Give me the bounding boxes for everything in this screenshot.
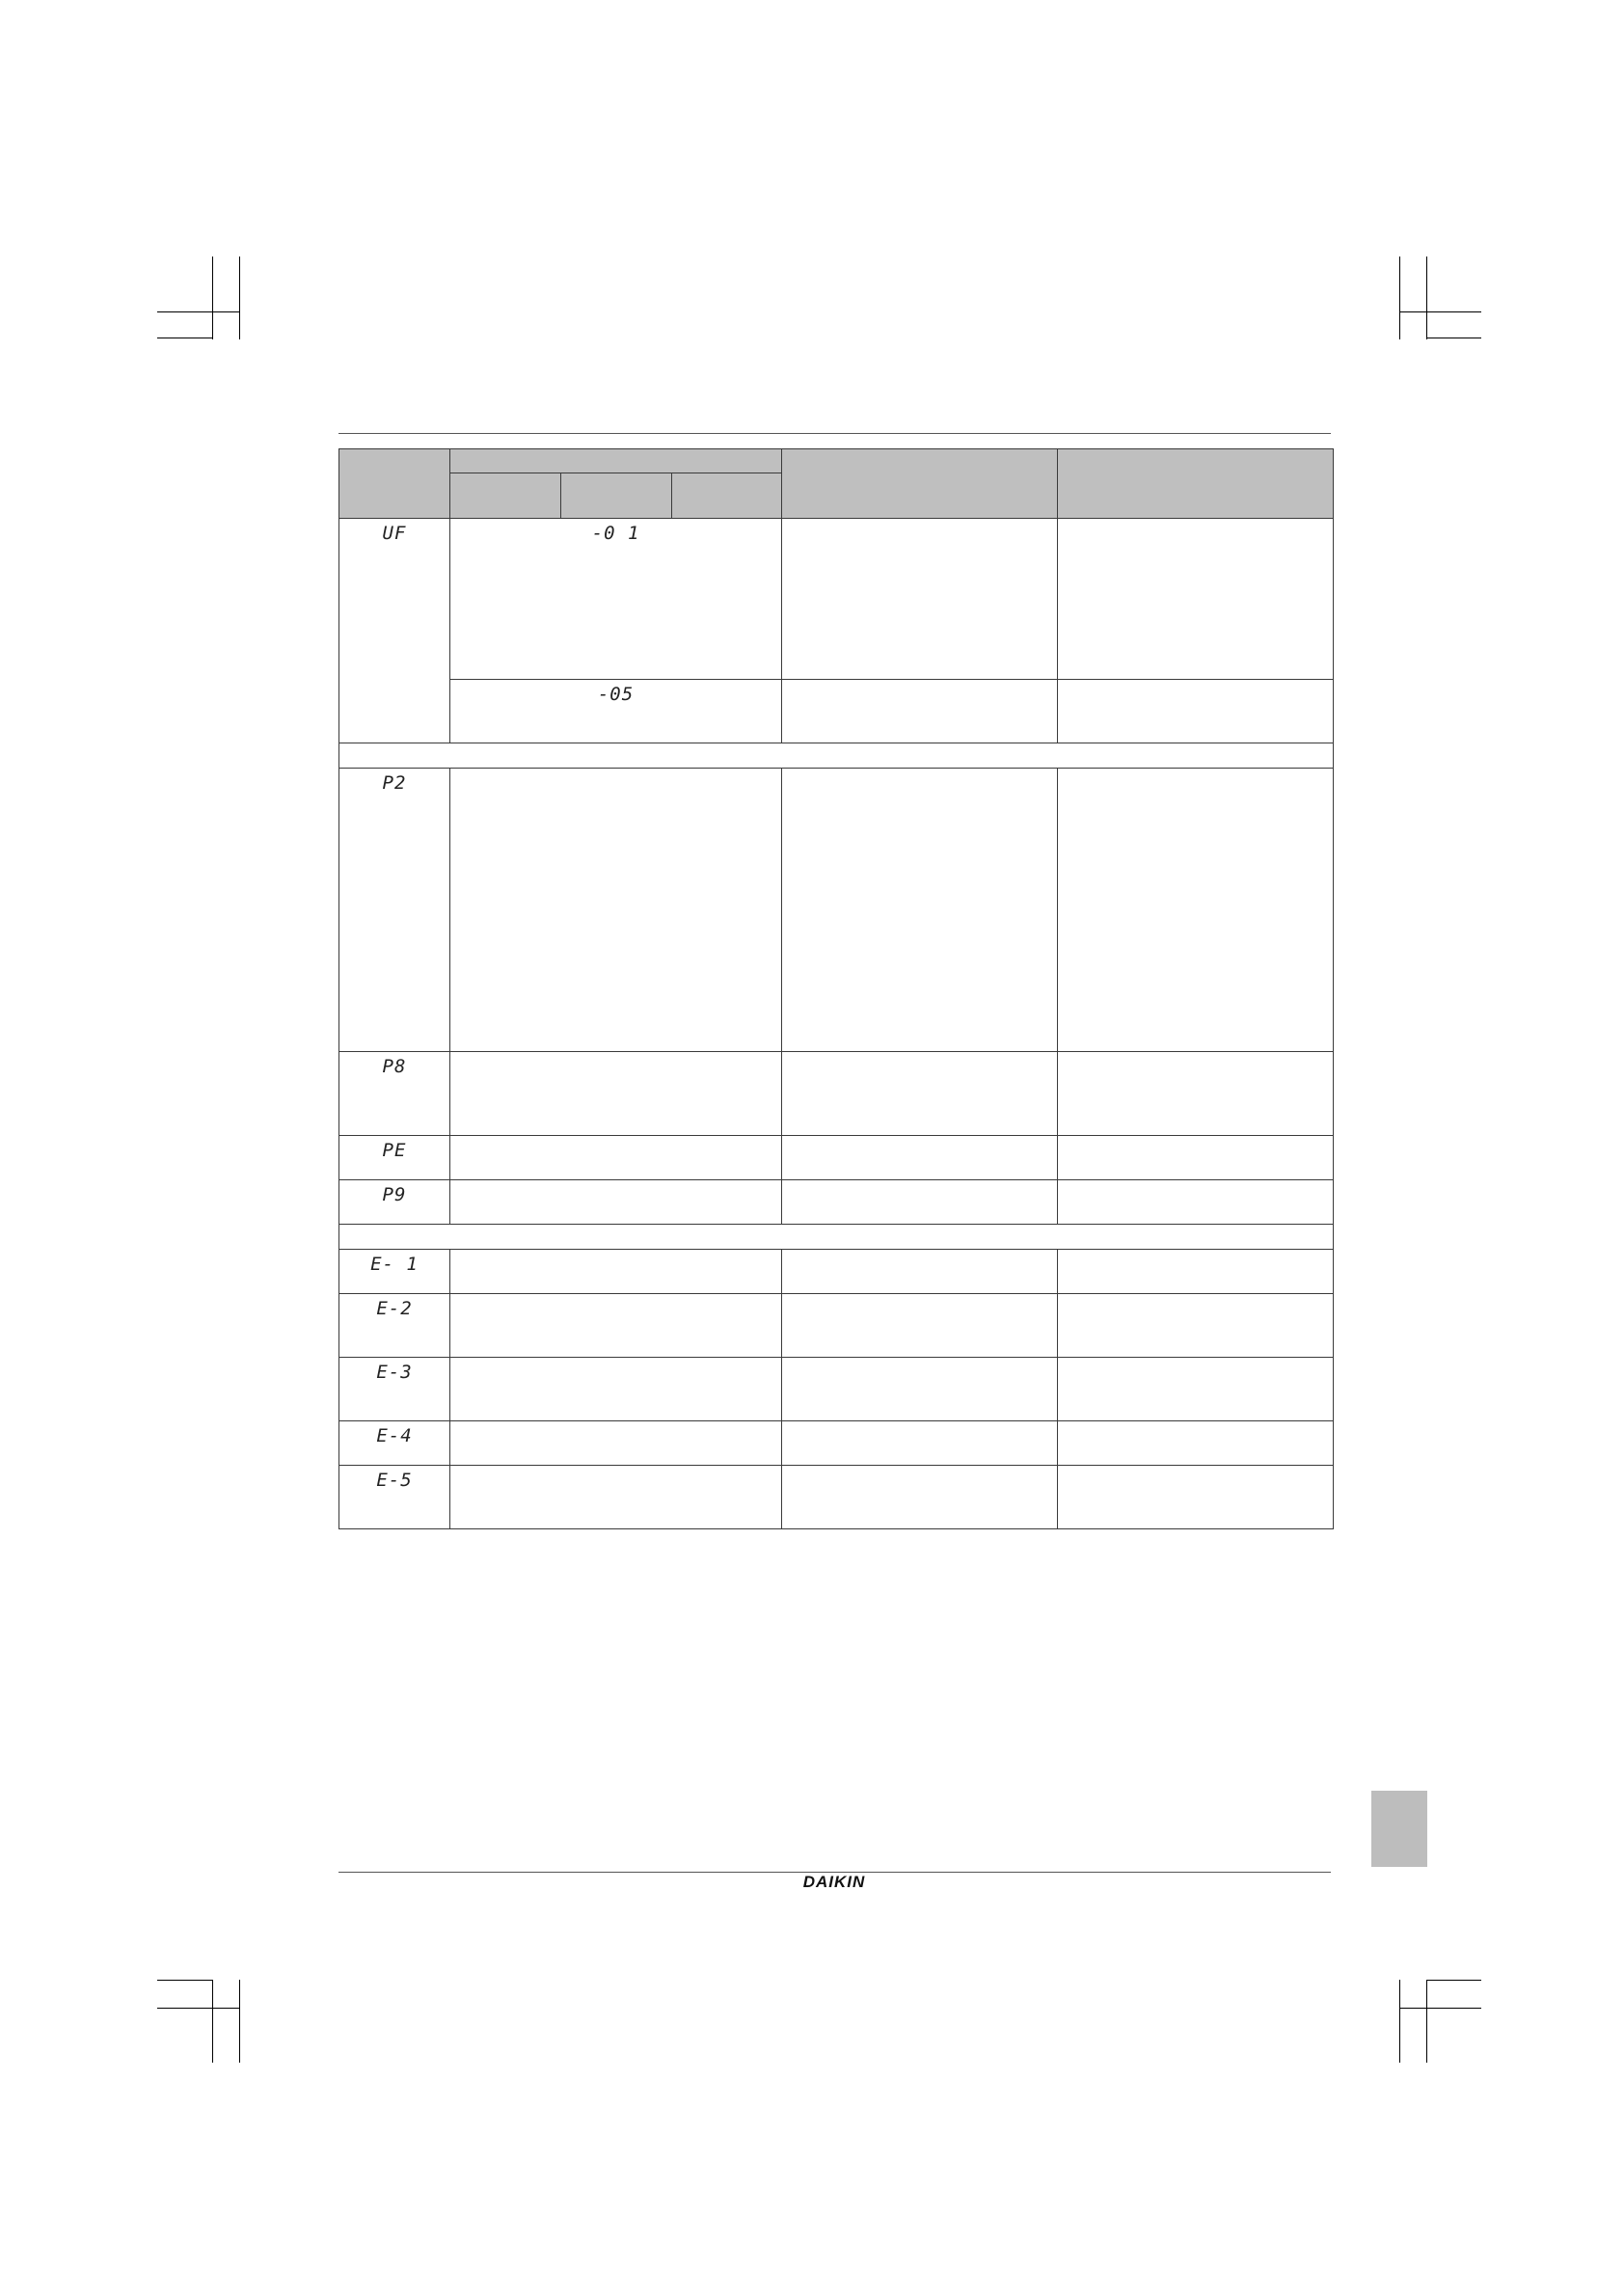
table-row — [339, 1250, 1334, 1294]
table-cell — [782, 680, 1058, 743]
table-cell — [450, 1250, 782, 1294]
error-code: E- 1 — [339, 1250, 450, 1294]
header-subcell — [561, 473, 672, 519]
table-cell — [782, 1358, 1058, 1421]
error-code: UF — [339, 519, 450, 743]
daikin-logo: DAIKIN — [802, 1873, 866, 1891]
table-cell — [1058, 1466, 1334, 1529]
table-cell — [1058, 1052, 1334, 1136]
table-row — [339, 519, 1334, 680]
group-separator-row — [339, 743, 1334, 769]
table-cell — [1058, 1136, 1334, 1180]
crop-mark — [157, 311, 239, 312]
table-cell — [782, 519, 1058, 680]
table-cell — [1058, 1180, 1334, 1225]
table-row — [339, 680, 1334, 743]
crop-mark — [1399, 2008, 1481, 2009]
header-subcell — [450, 473, 561, 519]
crop-mark — [1399, 257, 1400, 339]
crop-mark — [1399, 1980, 1400, 2063]
crop-mark — [157, 1980, 212, 1981]
table-cell — [450, 1136, 782, 1180]
error-code: E-5 — [339, 1466, 450, 1529]
crop-mark — [1426, 1980, 1481, 1981]
table-cell — [782, 1052, 1058, 1136]
table-cell — [1058, 680, 1334, 743]
table-cell — [1058, 519, 1334, 680]
table-cell — [450, 1358, 782, 1421]
error-code-table — [338, 448, 1334, 1529]
table-cell — [450, 1052, 782, 1136]
table-row — [339, 1358, 1334, 1421]
table-row — [339, 1466, 1334, 1529]
table-row — [339, 1136, 1334, 1180]
error-subcode: -05 — [450, 680, 782, 743]
header-cell — [450, 449, 782, 473]
section-thumb-tab — [1371, 1791, 1427, 1867]
table-cell — [1058, 1294, 1334, 1358]
table-row — [339, 1052, 1334, 1136]
table-cell — [1058, 1421, 1334, 1466]
error-code: E-2 — [339, 1294, 450, 1358]
crop-mark — [157, 2008, 239, 2009]
table-cell — [782, 769, 1058, 1052]
table-row — [339, 1421, 1334, 1466]
table-cell — [450, 1294, 782, 1358]
error-code: P2 — [339, 769, 450, 1052]
table-cell — [450, 1421, 782, 1466]
header-subcell — [672, 473, 782, 519]
crop-mark — [1426, 257, 1427, 339]
crop-mark — [1399, 311, 1481, 312]
table-row — [339, 1180, 1334, 1225]
table-row — [339, 769, 1334, 1052]
table-cell — [450, 1180, 782, 1225]
crop-mark — [212, 1980, 213, 2063]
crop-mark — [1426, 1980, 1427, 2063]
crop-mark — [212, 257, 213, 339]
table-cell — [782, 1180, 1058, 1225]
crop-mark — [239, 257, 240, 339]
header-rule — [338, 433, 1331, 434]
table-cell — [450, 769, 782, 1052]
table-cell — [782, 1466, 1058, 1529]
table-cell — [782, 1294, 1058, 1358]
header-cell — [339, 449, 450, 519]
error-code: P9 — [339, 1180, 450, 1225]
error-code: E-3 — [339, 1358, 450, 1421]
table-cell — [782, 1250, 1058, 1294]
table-cell — [1058, 1358, 1334, 1421]
error-code: PE — [339, 1136, 450, 1180]
table-cell — [1058, 769, 1334, 1052]
group-separator-row — [339, 1225, 1334, 1250]
table-cell — [782, 1421, 1058, 1466]
header-cell — [782, 449, 1058, 519]
error-code: E-4 — [339, 1421, 450, 1466]
error-code: P8 — [339, 1052, 450, 1136]
table-row — [339, 1294, 1334, 1358]
table-cell — [450, 1466, 782, 1529]
table-cell — [782, 1136, 1058, 1180]
crop-mark — [239, 1980, 240, 2063]
header-cell — [1058, 449, 1334, 519]
table-cell — [1058, 1250, 1334, 1294]
error-subcode: -0 1 — [450, 519, 782, 680]
